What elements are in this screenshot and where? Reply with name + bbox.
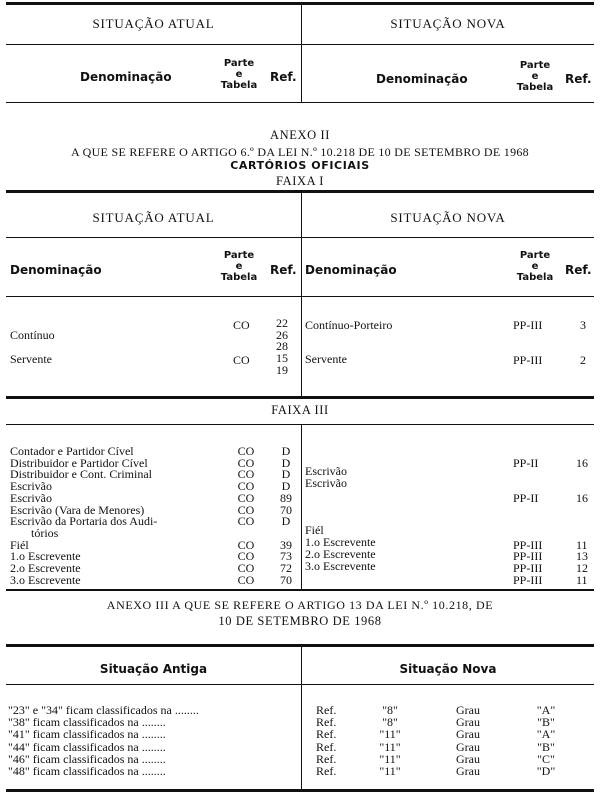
faixa3-title: FAIXA III [271,403,329,417]
anexo3-col-antiga: Situação Antiga [99,662,208,676]
e-label: e [235,261,243,272]
top-right-title: SITUAÇÃO NOVA [390,16,506,31]
top-rule [6,2,594,5]
anexo2-header-bottom-rule [6,296,594,297]
tabela-label: Tabela [516,82,554,93]
anexo3-row-letra: "A" [536,703,556,717]
faixa3-left-ref: D D D D 89 70 D 39 73 72 70 [280,444,292,587]
anexo3-row-num: "11" [379,739,401,754]
tabela-label: Tabela [220,80,258,91]
anexo3-row-grau: Grau [456,751,480,766]
e-label: e [531,261,539,272]
anexo2-cartorios: CARTÓRIOS OFICIAIS [230,159,370,172]
anexo2-right-col-denominacao: Denominação [305,263,397,277]
continuo-new-label: Contínuo-Porteiro [305,318,393,332]
faixa3-top-rule [6,424,594,425]
anexo3-row-num: "11" [379,764,401,778]
anexo3-row-num: "11" [379,751,401,766]
continuo-new-parte: PP-III [513,318,543,332]
parte-label: Parte [519,250,551,261]
anexo3-col-nova: Situação Nova [399,662,497,676]
top-right-col-parte [510,60,560,93]
anexo3-row-ref: Ref. [316,727,337,742]
anexo3-row-grau: Grau [456,739,480,754]
faixa3-left-parte: CO CO CO CO CO CO CO CO CO CO CO [237,444,255,587]
anexo2-left-title: SITUAÇÃO ATUAL [92,210,215,225]
anexo3-title-line2: 10 DE SETEMBRO DE 1968 [218,614,382,628]
anexo2-top-rule [6,190,594,193]
anexo3-row-antiga: "44" ficam classificados na ........ [8,739,166,754]
parte-label: Parte [223,250,255,261]
anexo2-left-col-parte [214,250,264,283]
anexo3-row-num: "8" [382,715,398,730]
anexo3-row-ref: Ref. [316,715,337,730]
faixa3-right-ref: 16 16 11 13 12 11 [576,455,588,587]
anexo3-row-antiga: "46" ficam classificados na ........ [8,751,166,766]
top-left-col-parte [214,58,264,91]
e-label: e [235,69,243,80]
servente-parte: CO [233,353,250,367]
top-subhead-rule [6,44,594,45]
anexo3-row-letra: "A" [536,727,556,742]
top-right-col-denominacao: Denominação [376,72,468,86]
anexo3-row-grau: Grau [456,703,480,717]
anexo2-subtitle: A QUE SE REFERE O ARTIGO 6.º DA LEI N.º 10.218 DE 10 DE SETEMBRO DE 1968 [71,145,529,159]
anexo3-row-antiga: "38" ficam classificados na ........ [8,715,166,730]
anexo2-right-col-ref: Ref. [565,263,592,277]
top-bottom-rule [6,102,594,103]
tabela-label: Tabela [516,272,554,283]
continuo-parte: CO [233,318,250,332]
continuo-label: Contínuo [10,328,55,342]
top-right-col-ref: Ref. [565,72,592,86]
anexo3-row-letra: "B" [537,715,555,730]
parte-label: Parte [223,58,255,69]
anexo3-row-letra: "C" [537,751,555,766]
anexo2-right-col-parte [510,250,560,283]
anexo3-row-ref: Ref. [316,751,337,766]
faixa3-bottom-rule [6,589,594,591]
faixa3-left-names: Contador e Partidor Cível Distribuidor e Partidor Cível Distribuidor e Cont. Criminal Escrivão Escrivão Escrivão (Vara de Menores) Escrivão da Portaria dos Audi- tórios Fiél 1.o Escrevente 2.o Escrevente 3.o Escrevente [10,444,158,587]
anexo3-row-ref: Ref. [316,703,337,717]
anexo3-row-num: "11" [379,727,401,742]
anexo2-left-col-denominacao: Denominação [10,263,102,277]
anexo3-row-letra: "D" [536,764,556,778]
parte-label: Parte [519,60,551,71]
faixa3-divider [301,425,302,589]
anexo3-subhead-rule [6,684,594,685]
anexo3-row-letra: "B" [537,739,555,754]
servente-new-parte: PP-III [513,353,543,367]
tabela-label: Tabela [220,272,258,283]
top-left-col-denominacao: Denominação [80,70,172,84]
anexo3-row-num: "8" [382,703,398,717]
anexo2-right-title: SITUAÇÃO NOVA [390,210,506,225]
anexo3-row-antiga: "48" ficam classificados na ........ [8,764,166,778]
anexo2-subhead-rule [6,237,594,238]
anexo3-row-grau: Grau [456,727,480,742]
anexo3-title-line1: ANEXO III A QUE SE REFERE O ARTIGO 13 DA LEI N.º 10.218, DE [106,598,494,612]
top-left-title: SITUAÇÃO ATUAL [92,16,215,31]
top-left-col-ref: Ref. [270,70,297,84]
servente-label: Servente [10,352,52,366]
continuo-new-ref: 3 [580,318,586,332]
anexo3-row-ref: Ref. [316,764,337,778]
anexo3-bottom-rule [6,789,594,792]
continuo-refs: 22 26 28 [276,316,288,354]
servente-new-label: Servente [305,352,347,366]
anexo2-faixa1: FAIXA I [275,174,325,188]
anexo3-row-grau: Grau [456,715,480,730]
anexo2-title: ANEXO II [270,128,330,142]
anexo2-left-col-ref: Ref. [270,263,297,277]
faixa3-right-parte: PP-II PP-II PP-III PP-III PP-III PP-III [513,455,543,587]
servente-refs: 15 19 [276,351,288,377]
anexo3-row-antiga: "23" e "34" ficam classificados na ........ [8,703,199,717]
anexo3-row-grau: Grau [456,764,480,778]
anexo3-row-ref: Ref. [316,739,337,754]
anexo3-row-antiga: "41" ficam classificados na ........ [8,727,166,742]
faixa3-right-names: Escrivão Escrivão Fiél 1.o Escrevente 2.o Escrevente 3.o Escrevente [305,464,376,573]
servente-new-ref: 2 [580,353,586,367]
anexo3-top-rule [6,644,594,647]
e-label: e [531,71,539,82]
faixa1-bottom-rule [6,396,594,399]
